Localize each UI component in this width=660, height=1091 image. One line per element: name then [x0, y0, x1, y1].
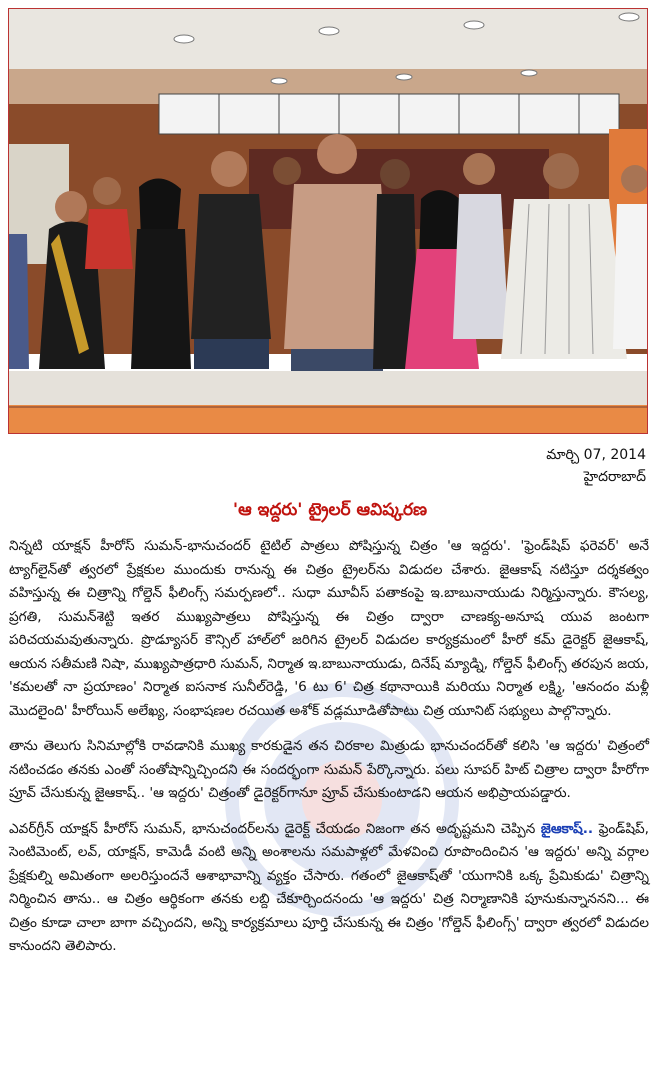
dateline: [546, 444, 646, 488]
article-paragraph-3-body: ఫ్రెండ్‌షిప్, సెంటిమెంట్, లవ్, యాక్షన్, కామెడీ వంటి అన్ని అంశాలను సమపాళ్లలో మేళవించి రూపొందించిన 'ఆ ఇద్దరు' అన్ని వర్గాల ప్రేక్షకుల్ని అమితంగా అలరిస్తుందనే ఆశాభావాన్ని వ్యక్తం చేసారు. గతంలో జైఆకాష్‌తో 'యుగానికి ఒక్క ప్రేమికుడు' చిత్రాన్ని నిర్మించిన తాను.. ఆ చిత్రం ఆర్థికంగా తనకు లబ్ది చేకూర్చిందనందు 'ఆ ఇద్దరు' చిత్ర నిర్మాణానికి పూనుకున్నాననని... ఈ చిత్రం కూడా చాలా బాగా వచ్చిందని, అన్ని కార్యక్రమాలు పూర్తి చేసుకున్న ఈ చిత్రం 'గోల్డెన్ ఫీలింగ్స్' ద్వారా త్వరలో విడుదల కానుందని తెలిపారు.: [9, 820, 649, 954]
group-photo-illustration: [9, 9, 647, 433]
article-paragraph-3: [9, 818, 649, 959]
article-paragraph-1: నిన్నటి యాక్షన్ హీరోస్ సుమన్-భానుచందర్ టైటిల్ పాత్రలు పోషిస్తున్న చిత్రం 'ఆ ఇద్దరు'. 'ఫ్రెండ్‌షిప్ ఫరెవర్' అనే ట్యాగ్‌లైన్‌తో త్వరలో ప్రేక్షకుల ముందుకు రానున్న ఈ చిత్రం ట్రైలర్‌ను విడుదల చేశారు. జైఆకాష్ నటిస్తూ దర్శకత్వం వహిస్తున్న ఈ చిత్రాన్ని గోల్డెన్ ఫీలింగ్స్ సమర్పణలో.. సుధా మూవీస్ పతాకంపై ఇ.బాబునాయుడు నిర్మిస్తున్నారు. కౌసల్య, ప్రగతి, సుమన్‌శెట్టి ఇతర ముఖ్యపాత్రలు పోషిస్తున్న ఈ చిత్రం ద్వారా చాణక్య-అనూష యువ జంటగా పరిచయమవుతున్నారు. ప్రొడ్యూసర్ కౌన్సిల్ హాల్‌లో జరిగిన ట్రైలర్ విడుదల కార్యక్రమంలో హీరో కమ్ డైరెక్టర్ జైఆకాష్, ఆయన సతీమణి నిషా, ముఖ్యపాత్రధారి సుమన్, నిర్మాత ఇ.బాబునాయుడు, దినేష్ మ్యాడ్ని, గోల్డెన్ ఫీలింగ్స్ తరపున జయ, 'కమలతో నా ప్రయాణం' నిర్మాత ఐసనాక సునీల్‌రెడ్డి, '6 టు 6' చిత్ర కథానాయికి మరియు నిర్మాత లక్ష్మి, 'ఆనందం మళ్లీ మొదలైంది' హీరోయిన్ అలేఖ్య, సంభాషణల రచయిత అశోక్ వడ్లమూడితోపాటు చిత్ర యూనిట్ సభ్యులు పాల్గొన్నారు.: [9, 538, 649, 719]
article-paragraph-2: తాను తెలుగు సినిమాల్లోకి రావడానికి ముఖ్య కారకుడైన తన చిరకాల మిత్రుడు భానుచందర్‌తో కలిసి 'ఆ ఇద్దరు' చిత్రంలో నటించడం తనకు ఎంతో సంతోషాన్నిచ్చిందని ఈ సందర్భంగా సుమన్ పేర్కొన్నారు. పలు సూపర్ హిట్ చిత్రాల ద్వారా హీరోగా ప్రూవ్ చేసుకున్న జైఆకాష్.. 'ఆ ఇద్దరు' చిత్రంతో డైరెక్టర్‌గానూ ప్రూవ్ చేసుకుంటాడని ఆయన అభిప్రాయపడ్డారు.: [9, 738, 649, 801]
article-headline: 'ఆ ఇద్దరు' ట్రైలర్ ఆవిష్కరణ: [232, 500, 428, 520]
press-event-photo: [8, 8, 648, 434]
article-paragraph-3-intro: ఎవర్‌గ్రీన్ యాక్షన్ హీరోస్ సుమన్, భానుచందర్‌లను డైరెక్ట్ చేయడం నిజంగా తన అదృష్టమని చెప్పిన: [9, 820, 536, 837]
director-name-link[interactable]: జైఆకాష్..: [540, 820, 594, 837]
article-body: [9, 535, 649, 971]
publish-place: హైదరాబాద్: [583, 469, 646, 485]
publish-date: మార్చి 07, 2014: [546, 447, 646, 463]
